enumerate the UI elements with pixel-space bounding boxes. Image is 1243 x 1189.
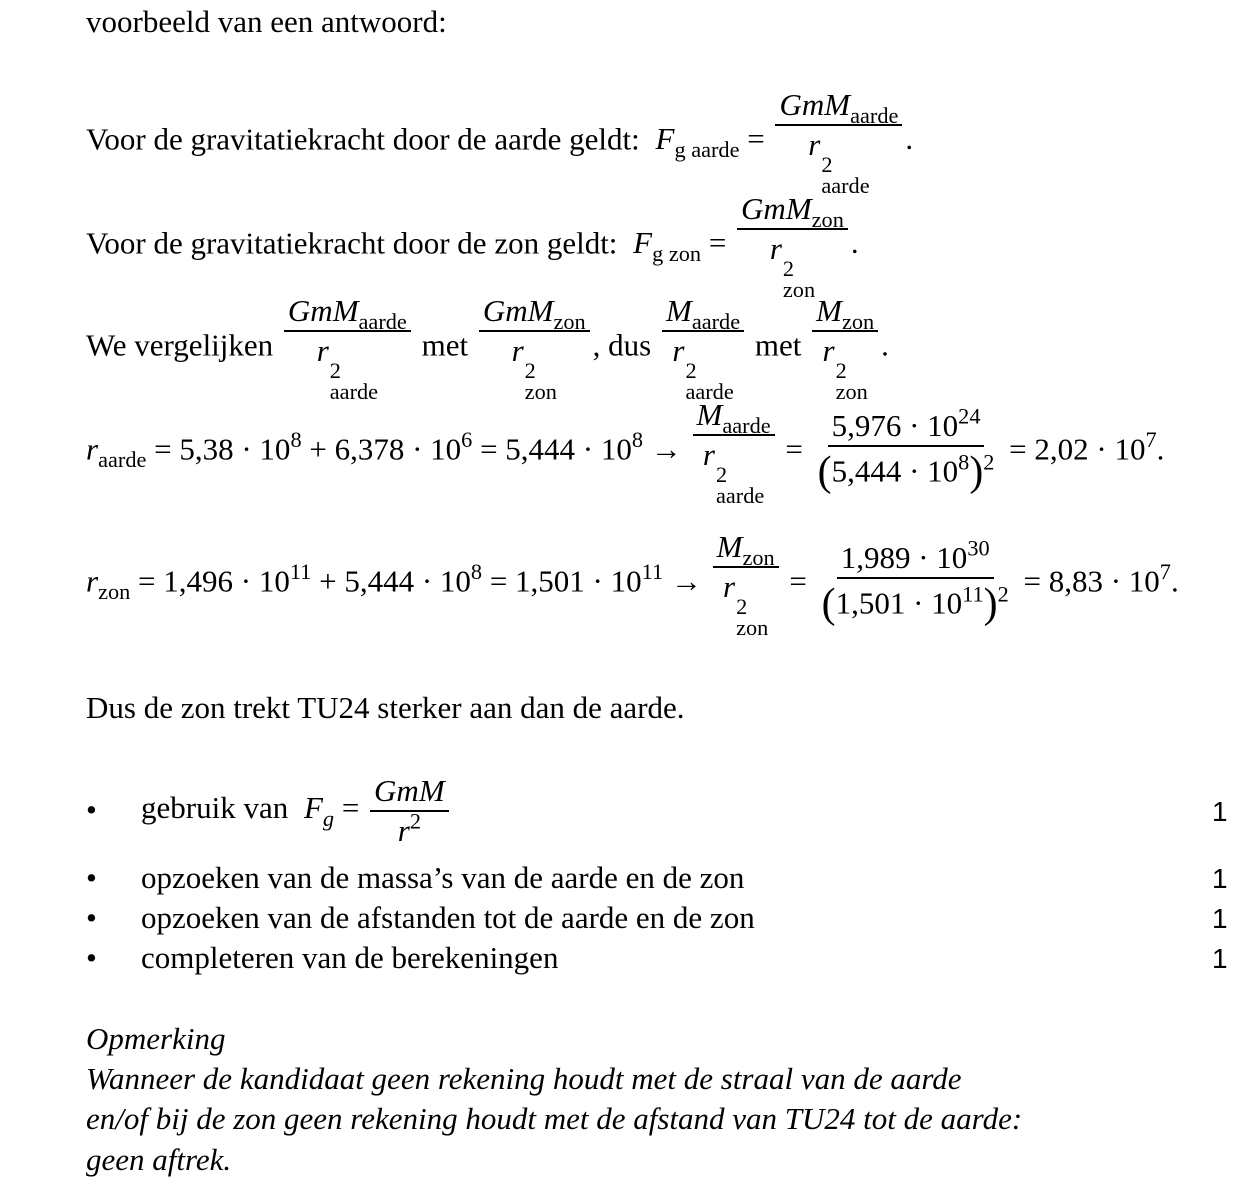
criterion-3-text: opzoeken van de afstanden tot de aarde en de zon	[141, 900, 755, 935]
compare-dus: , dus	[592, 327, 652, 363]
exp-2: 2	[409, 808, 421, 834]
fraction-sun-value: $\frac{1,989 \cdot 10^{30}}{(1,501 \cdot 10^{11})^2}$	[821, 535, 1009, 628]
line-gravity-earth	[86, 88, 913, 197]
line-gravity-sun	[86, 192, 859, 301]
fraction-M-zon	[713, 530, 779, 639]
exp-2: 2	[983, 449, 995, 475]
symbol-r: r	[397, 813, 410, 849]
note-line-1: Wanneer de kandidaat geen rekening houdt met de straal van de aarde	[86, 1061, 962, 1096]
sub-aarde: aarde	[715, 483, 765, 509]
line-gravity-sun-text: Voor de gravitatiekracht door de zon geldt:	[86, 225, 618, 261]
exp-2: 2	[835, 358, 847, 384]
fraction-earth-value: $\frac{5,976 \cdot 10^{24}}{(5,444 \cdot 10^8)^2}$	[817, 403, 995, 496]
exp-2: 2	[782, 256, 795, 282]
exp: 8	[631, 427, 644, 453]
exp-2: 2	[821, 152, 833, 178]
sun-distance-value: 1,501 · 10	[835, 585, 963, 621]
line-gravity-earth-text: Voor de gravitatiekracht door de aarde geldt:	[86, 121, 640, 157]
fraction-compare-3	[662, 294, 744, 403]
symbol-GmM: GmM	[287, 293, 359, 328]
fraction-GmM-r2	[370, 774, 449, 848]
equals-sign: =	[341, 790, 360, 826]
exp-2: 2	[524, 358, 536, 384]
criterion-3-score: 1	[1212, 903, 1228, 934]
equals-sign: =	[785, 431, 803, 467]
sub-zon: zon	[841, 308, 875, 334]
line-calc-sun	[86, 530, 1179, 639]
sub-zon: zon	[736, 615, 769, 641]
sub-zon: zon	[524, 379, 557, 405]
fraction-compare-4	[812, 294, 878, 403]
equals-sign: =	[789, 563, 807, 599]
exp: 7	[1159, 559, 1171, 585]
fraction-M-aarde	[693, 398, 775, 507]
symbol-F: F	[633, 225, 653, 261]
equals-sign: =	[747, 121, 765, 157]
symbol-r: r	[769, 231, 782, 267]
sub-zon: zon	[553, 308, 586, 334]
calc-sun-plus: + 5,444 · 10	[311, 563, 471, 599]
sub-g-zon: g zon	[652, 241, 702, 267]
symbol-GmM: GmM	[741, 191, 812, 226]
note-title: Opmerking	[86, 1021, 226, 1056]
criterion-4-text: completeren van de berekeningen	[141, 940, 559, 975]
criterion-1-label: gebruik van	[141, 790, 289, 826]
exp-2: 2	[997, 581, 1009, 607]
symbol-r: r	[822, 333, 835, 369]
calc-earth-eq: = 5,444 · 10	[472, 431, 632, 467]
exp: 7	[1145, 427, 1157, 453]
bullet: •	[86, 860, 97, 895]
criterion-4-score: 1	[1212, 943, 1228, 974]
sub-aarde: aarde	[329, 379, 379, 405]
sub-aarde: aarde	[821, 173, 870, 199]
symbol-r: r	[722, 569, 736, 605]
sub-aarde: aarde	[722, 412, 771, 438]
symbol-F: F	[655, 121, 675, 157]
earth-distance-value: 5,444 · 10	[831, 453, 959, 489]
equals-sign: =	[708, 225, 727, 261]
exp-2: 2	[329, 358, 341, 384]
period: .	[905, 121, 914, 157]
calc-sun-expr: = 1,496 · 10	[138, 563, 290, 599]
sub-zon: zon	[811, 206, 844, 232]
exp: 8	[470, 559, 483, 585]
calc-sun-eq: = 1,501 · 10	[482, 563, 642, 599]
symbol-GmM: GmM	[482, 293, 554, 328]
symbol-M: M	[665, 293, 692, 328]
sub-aarde: aarde	[685, 379, 734, 405]
period: .	[1156, 431, 1165, 467]
exp: 11	[962, 581, 984, 607]
sub-zon: zon	[742, 544, 775, 570]
line-calc-earth	[86, 398, 1164, 507]
symbol-r: r	[511, 333, 524, 369]
exp: 30	[967, 535, 990, 561]
calc-earth-expr: = 5,38 · 10	[154, 431, 291, 467]
criterion-1-text	[141, 774, 452, 848]
period: .	[881, 327, 889, 363]
exp: 8	[958, 449, 970, 475]
fraction-compare-1	[284, 294, 411, 403]
symbol-M: M	[816, 293, 842, 328]
fraction-GmM-aarde	[775, 88, 902, 197]
symbol-r: r	[808, 127, 821, 163]
earth-mass-value: 5,976 · 10	[831, 408, 959, 444]
sub-zon: zon	[835, 379, 868, 405]
exp: 6	[461, 427, 473, 453]
sub-aarde: aarde	[358, 308, 407, 334]
symbol-M: M	[716, 529, 743, 564]
calc-earth-plus: + 6,378 · 10	[301, 431, 462, 467]
sub-zon: zon	[782, 277, 816, 303]
exp: 8	[290, 427, 302, 453]
symbol-F: F	[303, 790, 323, 826]
compare-met-1: met	[421, 327, 469, 363]
compare-met-2: met	[754, 327, 802, 363]
earth-result: = 2,02 · 10	[1009, 431, 1146, 467]
symbol-r: r	[86, 563, 99, 599]
criterion-2-text: opzoeken van de massa’s van de aarde en de zon	[141, 860, 745, 895]
symbol-GmM: GmM	[779, 87, 851, 122]
intro-text: voorbeeld van een antwoord:	[86, 4, 447, 39]
symbol-r: r	[672, 333, 685, 369]
symbol-M: M	[696, 397, 723, 432]
symbol-r: r	[702, 437, 715, 473]
conclusion-text: Dus de zon trekt TU24 sterker aan dan de aarde.	[86, 690, 685, 725]
period: .	[850, 225, 859, 261]
sun-mass-value: 1,989 · 10	[840, 540, 968, 576]
exp-2: 2	[685, 358, 697, 384]
compare-prefix: We vergelijken	[86, 327, 274, 363]
line-compare	[86, 294, 889, 403]
arrow: →	[643, 431, 690, 467]
period: .	[1170, 563, 1179, 599]
exp: 11	[289, 559, 312, 585]
sub-g-aarde: g aarde	[674, 137, 740, 163]
fraction-GmM-zon	[737, 192, 848, 301]
exp: 24	[958, 403, 981, 429]
note-line-3: geen aftrek.	[86, 1142, 232, 1177]
bullet: •	[86, 792, 97, 827]
arrow: →	[663, 563, 710, 599]
sub-aarde: aarde	[98, 447, 147, 473]
fraction-compare-2	[479, 294, 590, 403]
symbol-GmM: GmM	[374, 773, 445, 808]
bullet: •	[86, 900, 97, 935]
sub-aarde: aarde	[691, 308, 741, 334]
sun-result: = 8,83 · 10	[1023, 563, 1160, 599]
sub-g: g	[322, 806, 335, 831]
exp-2: 2	[736, 594, 748, 620]
criterion-2-score: 1	[1212, 863, 1228, 894]
sub-zon: zon	[98, 579, 131, 605]
note-line-2: en/of bij de zon geen rekening houdt met de afstand van TU24 tot de aarde:	[86, 1101, 1023, 1136]
bullet: •	[86, 940, 97, 975]
symbol-r: r	[86, 431, 99, 467]
criterion-1-score: 1	[1212, 796, 1228, 827]
symbol-r: r	[316, 333, 329, 369]
exp-2: 2	[715, 462, 728, 488]
sub-aarde: aarde	[850, 102, 899, 128]
exp: 11	[641, 559, 664, 585]
